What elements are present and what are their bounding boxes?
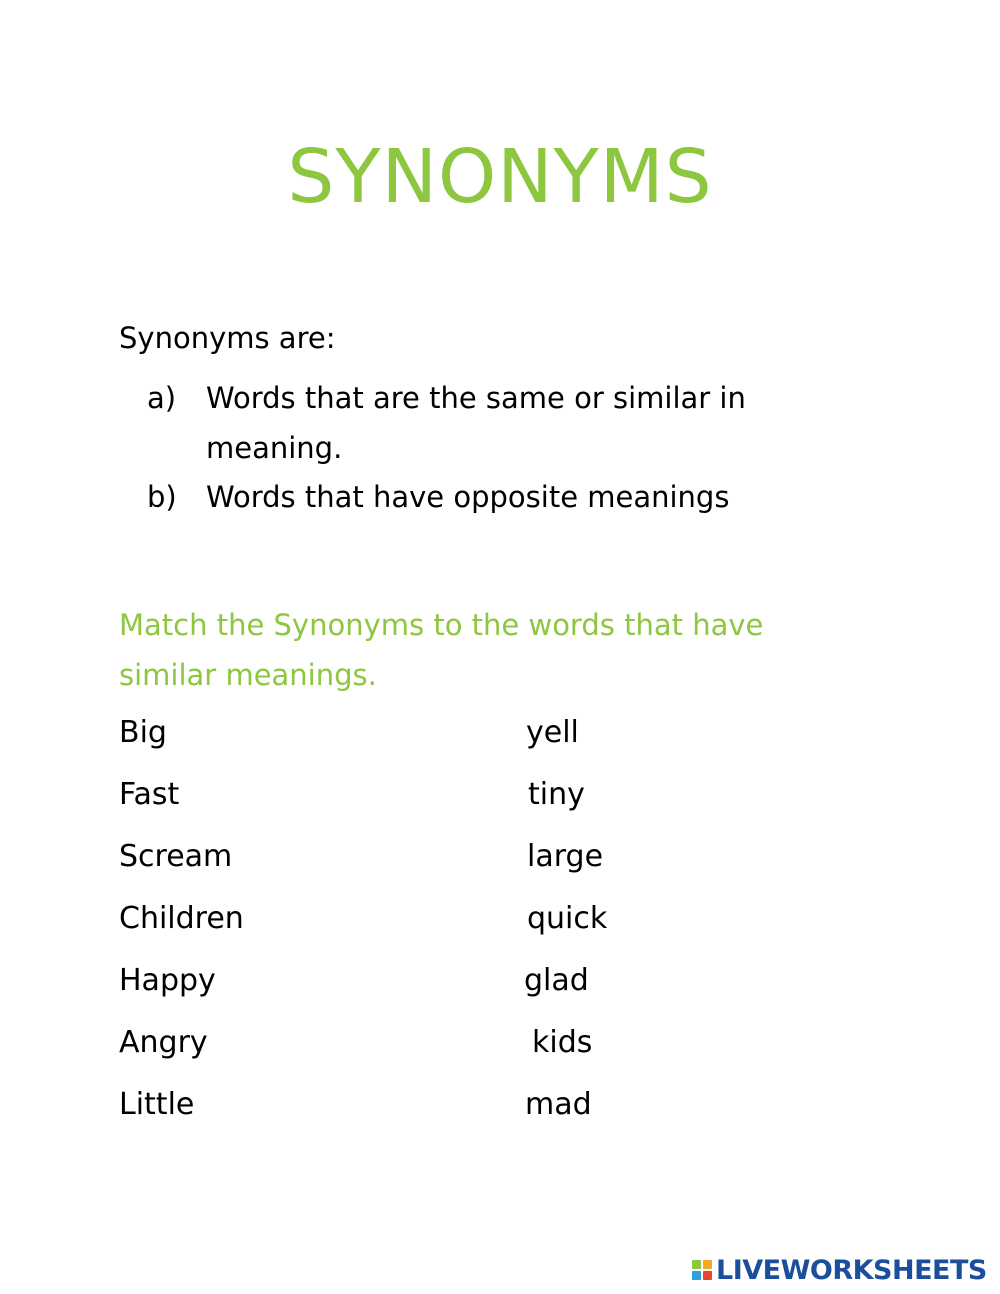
match-left-word[interactable]: Little bbox=[119, 1087, 195, 1122]
match-left-word[interactable]: Scream bbox=[119, 839, 233, 874]
match-right-word[interactable]: mad bbox=[525, 1087, 592, 1122]
option-a-letter: a) bbox=[147, 381, 177, 415]
match-right-word[interactable]: glad bbox=[524, 963, 589, 998]
match-left-word[interactable]: Children bbox=[119, 901, 244, 936]
question-prompt: Synonyms are: bbox=[119, 321, 336, 355]
option-b-letter: b) bbox=[147, 480, 177, 514]
brand-name: LIVEWORKSHEETS bbox=[716, 1254, 987, 1286]
page-title: SYNONYMS bbox=[287, 134, 713, 220]
match-right-word[interactable]: quick bbox=[527, 901, 608, 936]
match-left-word[interactable]: Fast bbox=[119, 777, 180, 812]
match-right-word[interactable]: tiny bbox=[528, 777, 585, 812]
match-right-word[interactable]: large bbox=[527, 839, 604, 874]
option-b-text: Words that have opposite meanings bbox=[206, 480, 730, 514]
match-left-word[interactable]: Happy bbox=[119, 963, 216, 998]
match-right-word[interactable]: kids bbox=[532, 1025, 593, 1060]
match-left-word[interactable]: Big bbox=[119, 715, 167, 750]
brand-logo[interactable] bbox=[692, 1252, 987, 1288]
match-left-word[interactable]: Angry bbox=[119, 1025, 208, 1060]
match-instruction: Match the Synonyms to the words that have similar meanings. bbox=[119, 608, 764, 692]
option-a-text: Words that are the same or similar in meaning. bbox=[206, 381, 746, 465]
liveworksheets-logo-icon bbox=[692, 1260, 712, 1280]
match-right-word[interactable]: yell bbox=[526, 715, 579, 750]
